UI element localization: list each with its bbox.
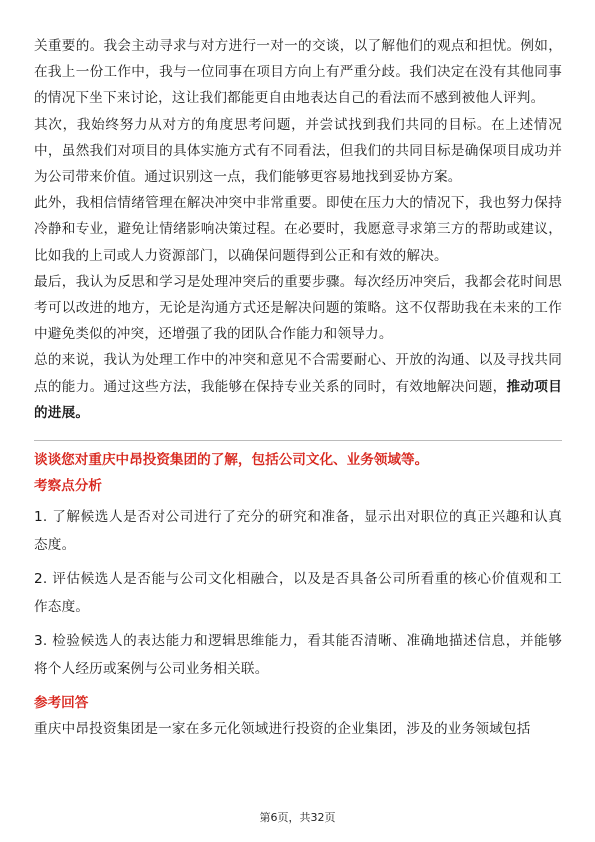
summary-paragraph [34, 347, 562, 426]
analysis-item: 3. 检验候选人的表达能力和逻辑思维能力，看其能否清晰、准确地描述信息，并能够将个人经历或案例与公司业务相关联。 [34, 633, 562, 677]
reference-answer: 重庆中昂投资集团是一家在多元化领域进行投资的企业集团，涉及的业务领域包括 [34, 721, 531, 738]
analysis-item: 1. 了解候选人是否对公司进行了充分的研究和准备，显示出对职位的真正兴趣和认真态度。 [34, 509, 562, 553]
interview-question: 谈谈您对重庆中昂投资集团的了解，包括公司文化、业务领域等。 [34, 452, 429, 469]
body-paragraph: 此外，我相信情绪管理在解决冲突中非常重要。即使在压力大的情况下，我也努力保持冷静和专业，避免让情绪影响决策过程。在必要时，我愿意寻求第三方的帮助或建议，比如我的上司或人力资源部门，以确保问题得到公正和有效的解决。 [34, 195, 562, 264]
analysis-item: 2. 评估候选人是否能与公司文化相融合，以及是否具备公司所看重的核心价值观和工作态度。 [34, 571, 562, 615]
page-number: 第6页，共32页 [259, 811, 336, 824]
summary-bold-text: 推动项目的进展。 [34, 378, 562, 421]
reference-heading: 参考回答 [34, 695, 89, 712]
analysis-heading: 考察点分析 [34, 478, 102, 495]
body-paragraph: 其次，我始终努力从对方的角度思考问题，并尝试找到我们共同的目标。在上述情况中，虽然我们对项目的具体实施方式有不同看法，但我们的共同目标是确保项目成功并为公司带来价值。通过识别这一点，我们能够更容易地找到妥协方案。 [34, 116, 562, 186]
section-divider [34, 440, 562, 441]
summary-text: 总的来说，我认为处理工作中的冲突和意见不合需要耐心、开放的沟通、以及寻找共同点的能力。通过这些方法，我能够在保持专业关系的同时，有效地解决问题， [34, 352, 562, 395]
body-paragraph: 关重要的。我会主动寻求与对方进行一对一的交谈，以了解他们的观点和担忧。例如，在我上一份工作中，我与一位同事在项目方向上有严重分歧。我们决定在没有其他同事的情况下坐下来讨论，这让我们都能更自由地表达自己的看法而不感到被他人评判。 [34, 38, 562, 107]
body-paragraph: 最后，我认为反思和学习是处理冲突后的重要步骤。每次经历冲突后，我都会花时间思考可以改进的地方，无论是沟通方式还是解决问题的策略。这不仅帮助我在未来的工作中避免类似的冲突，还增强了我的团队合作能力和领导力。 [34, 273, 562, 343]
